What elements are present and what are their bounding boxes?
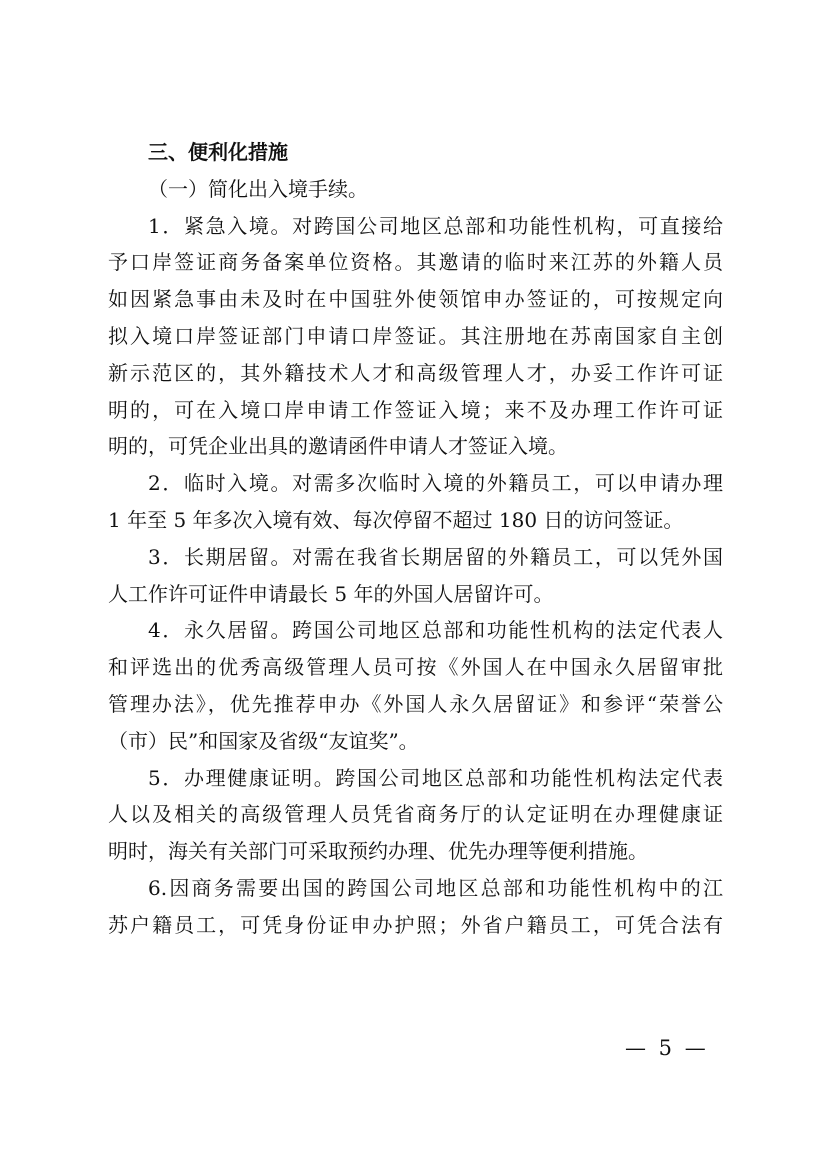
paragraph-line: 明时，海关有关部门可采取预约办理、优先办理等便利措施。	[108, 839, 648, 864]
paragraph-line: 如因紧急事由未及时在中国驻外使领馆申办签证的，可按规定向	[108, 287, 723, 312]
paragraph-4	[108, 612, 723, 759]
paragraph-line: 明的，可在入境口岸申请工作签证入境；来不及办理工作许可证	[108, 397, 723, 422]
paragraph-2	[108, 465, 723, 539]
paragraph-line: 3．长期居留。对需在我省长期居留的外籍员工，可以凭外国	[148, 544, 723, 569]
paragraph-line: 拟入境口岸签证部门申请口岸签证。其注册地在苏南国家自主创	[108, 323, 723, 348]
paragraph-line: 予口岸签证商务备案单位资格。其邀请的临时来江苏的外籍人员	[108, 250, 723, 275]
paragraph-line: 2．临时入境。对需多次临时入境的外籍员工，可以申请办理	[148, 471, 723, 496]
paragraph-6	[108, 870, 723, 944]
document-body	[108, 134, 723, 944]
paragraph-line: 人以及相关的高级管理人员凭省商务厅的认定证明在办理健康证	[108, 802, 723, 827]
paragraph-line: 新示范区的，其外籍技术人才和高级管理人才，办妥工作许可证	[108, 360, 723, 385]
paragraph-line: 管理办法》，优先推荐申办《外国人永久居留证》和参评“荣誉公	[108, 691, 723, 716]
paragraph-line: 人工作许可证件申请最长 5 年的外国人居留许可。	[108, 581, 554, 606]
subsection-heading: （一）简化出入境手续。	[148, 176, 368, 201]
paragraph-line: 1 年至 5 年多次入境有效、每次停留不超过 180 日的访问签证。	[108, 507, 684, 532]
paragraph-line: 和评选出的优秀高级管理人员可按《外国人在中国永久居留审批	[108, 655, 723, 680]
paragraph-5	[108, 760, 723, 870]
paragraph-line: 5．办理健康证明。跨国公司地区总部和功能性机构法定代表	[148, 765, 723, 790]
paragraph-line: 4．永久居留。跨国公司地区总部和功能性机构的法定代表人	[148, 618, 723, 643]
paragraph-line: 明的，可凭企业出具的邀请函件申请人才签证入境。	[108, 434, 568, 459]
page-number: — 5 —	[625, 1036, 709, 1060]
paragraph-3	[108, 539, 723, 613]
paragraph-1	[108, 208, 723, 466]
paragraph-line: 6.因商务需要出国的跨国公司地区总部和功能性机构中的江	[148, 875, 723, 900]
paragraph-line: 1．紧急入境。对跨国公司地区总部和功能性机构，可直接给	[148, 213, 723, 238]
section-heading: 三、便利化措施	[148, 140, 288, 164]
paragraph-line: 苏户籍员工，可凭身份证申办护照；外省户籍员工，可凭合法有	[108, 912, 723, 937]
paragraph-line: （市）民”和国家及省级“友谊奖”。	[108, 728, 419, 753]
